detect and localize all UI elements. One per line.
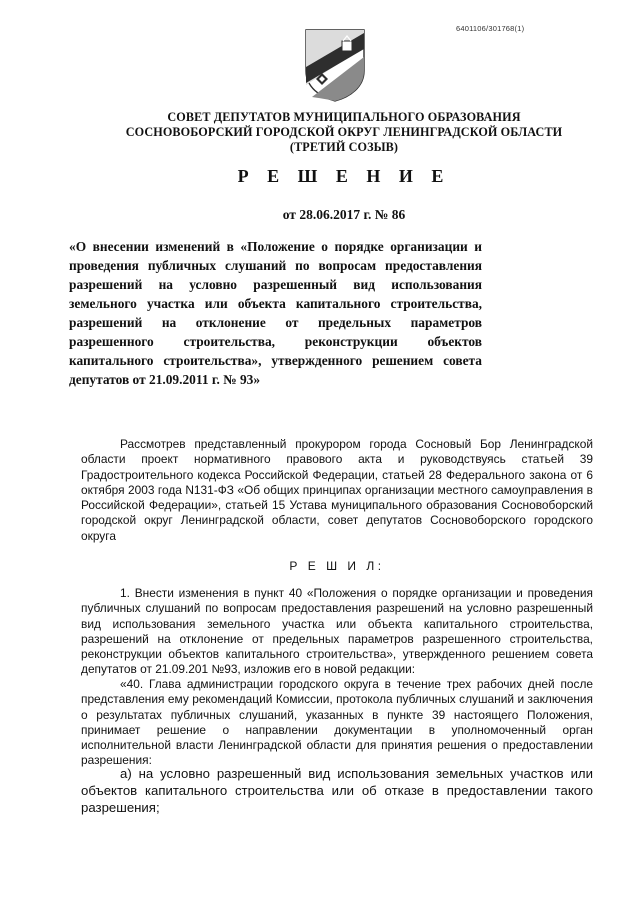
document-title: «О внесении изменений в «Положение о порядке организации и проведения публичных слушаний по вопросам предоставления разрешений на условно разрешенный вид использования земельного участка или объекта капитального строительства, разрешений на отклонение от предельных параметров разрешенного строительства, реконструкции объектов капитального строительства», утвержденного решением совета депутатов от 21.09.2011 г. № 93» bbox=[69, 239, 482, 387]
document-date: от 28.06.2017 г. № 86 bbox=[282, 207, 406, 222]
item-1-paragraph: 1. Внести изменения в пункт 40 «Положения о порядке организации и проведения публичных слушаний по вопросам предоставления разрешений на условно разрешенный вид использования земельного участка или объекта капитального строительства, разрешений на отклонение от предельных параметров разрешенного строительства, реконструкции объектов капитального строительства», утвержденного решением совета депутатов от 21.09.201 №93, изложив его в новой редакции: bbox=[81, 586, 593, 677]
council-header bbox=[60, 110, 628, 155]
header-line-3: (ТРЕТИЙ СОЗЫВ) bbox=[289, 140, 399, 154]
coat-of-arms-icon bbox=[302, 27, 368, 103]
document-id: 6401106/301768(1) bbox=[456, 24, 525, 33]
header-line-2: СОСНОВОБОРСКИЙ ГОРОДСКОЙ ОКРУГ ЛЕНИНГРАДСКОЙ ОБЛАСТИ bbox=[125, 125, 563, 139]
header-line-1: СОВЕТ ДЕПУТАТОВ МУНИЦИПАЛЬНОГО ОБРАЗОВАНИЯ bbox=[167, 110, 521, 124]
sub-item-a-paragraph: а) на условно разрешенный вид использования земельных участков или объектов капитального строительства или об отказе в предоставлении такого разрешения; bbox=[81, 766, 593, 815]
document-type: Р Е Ш Е Н И Е bbox=[237, 166, 451, 186]
preamble-paragraph: Рассмотрев представленный прокурором города Сосновый Бор Ленинградской области проект нормативного правового акта и руководствуясь статьей 39 Градостроительного кодекса Российской Федерации, статьей 28 Федерального закона от 6 октября 2003 года N131-ФЗ «Об общих принципах организации местного самоуправления в Российской Федерации», статьей 15 Устава муниципального образования Сосновоборский городской округ Ленинградской области, совет депутатов Сосновоборского городского округа bbox=[81, 437, 593, 543]
item-40-quote-paragraph: «40. Глава администрации городского округа в течение трех рабочих дней после представления ему рекомендаций Комиссии, протокола публичных слушаний и заключения о результатах публичных слушаний, указанных в пункте 39 настоящего Положения, принимает решение о направлении документации в уполномоченный орган исполнительной власти Ленинградской области для принятия решения о предоставлении разрешения: bbox=[81, 677, 593, 768]
decided-heading: Р Е Ш И Л: bbox=[289, 559, 385, 573]
